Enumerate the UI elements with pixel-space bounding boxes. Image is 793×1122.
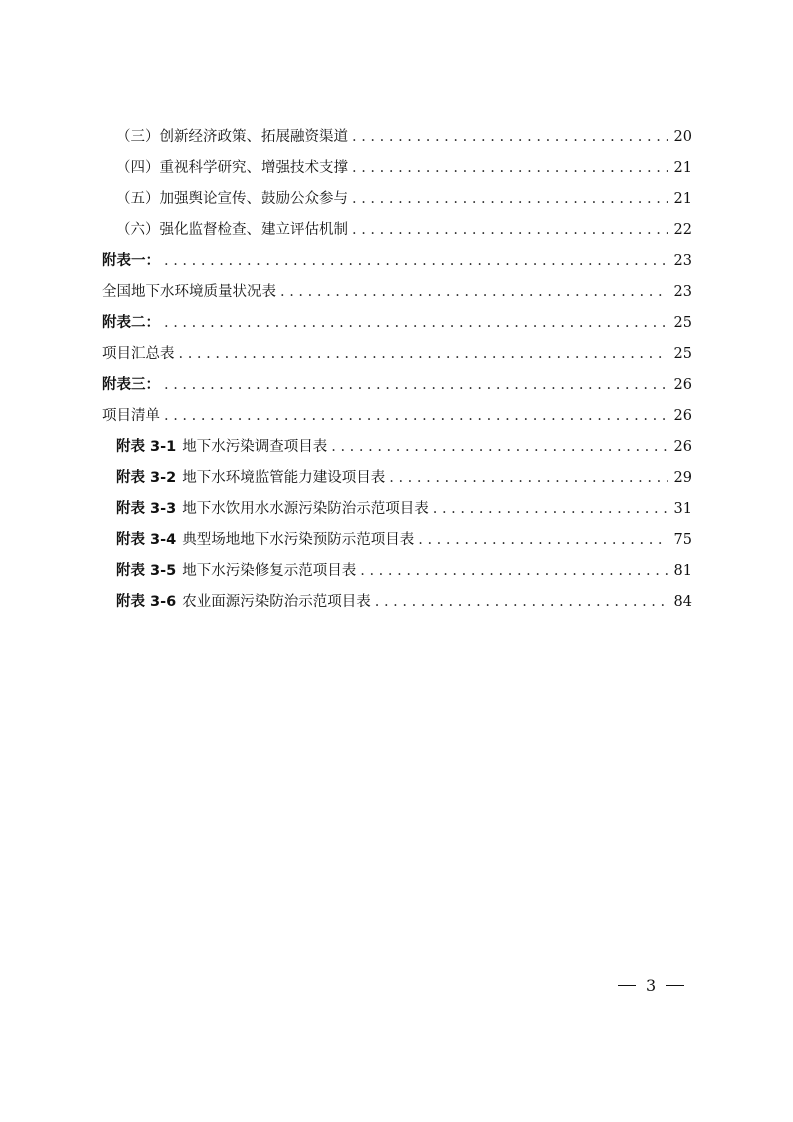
- toc-dot-leader: [352, 184, 668, 215]
- toc-dot-leader: [164, 308, 668, 339]
- toc-page-number: 22: [673, 222, 692, 238]
- toc-entry-appendix[interactable]: [102, 308, 692, 339]
- toc-entry-appendix[interactable]: [102, 370, 692, 401]
- toc-page-number: 21: [673, 160, 692, 176]
- toc-page-number: 25: [673, 315, 692, 331]
- toc-entry-prefix: 附表 3-1: [116, 439, 177, 455]
- footer-dash-right: [666, 985, 684, 986]
- toc-page-number: 23: [673, 284, 692, 300]
- toc-page-number: 26: [673, 377, 692, 393]
- toc-dot-leader: [164, 246, 668, 277]
- toc-page-number: 26: [673, 439, 692, 455]
- toc-entry-sub-appendix[interactable]: [102, 494, 692, 525]
- toc-dot-leader: [164, 370, 668, 401]
- toc-entry-label: 地下水污染修复示范项目表: [182, 563, 357, 579]
- toc-dot-leader: [418, 525, 668, 556]
- toc-page-number: 75: [673, 532, 692, 548]
- toc-page-number: 29: [673, 470, 692, 486]
- toc-entry-label: 附表二：: [102, 315, 160, 331]
- toc-entry-prefix: 附表 3-2: [116, 470, 177, 486]
- toc-entry-label: （三）创新经济政策、拓展融资渠道: [116, 129, 348, 145]
- toc-entry[interactable]: [102, 122, 692, 153]
- toc-entry-label: （五）加强舆论宣传、鼓励公众参与: [116, 191, 348, 207]
- toc-entry-label: 地下水污染调查项目表: [182, 439, 328, 455]
- toc-entry-sub-appendix[interactable]: [102, 432, 692, 463]
- toc-entry[interactable]: [102, 184, 692, 215]
- toc-page-number: 26: [673, 408, 692, 424]
- toc-page-number: 23: [673, 253, 692, 269]
- toc-entry-prefix: 附表 3-4: [116, 532, 177, 548]
- toc-page-number: 84: [673, 594, 692, 610]
- toc-dot-leader: [164, 401, 668, 432]
- toc-dot-leader: [352, 215, 668, 246]
- toc-dot-leader: [179, 339, 669, 370]
- toc-entry-label: （六）强化监督检查、建立评估机制: [116, 222, 348, 238]
- toc-entry-label: （四）重视科学研究、增强技术支撑: [116, 160, 348, 176]
- toc-dot-leader: [433, 494, 668, 525]
- toc-dot-leader: [352, 153, 668, 184]
- toc-entry-sub-appendix[interactable]: [102, 556, 692, 587]
- toc-entry-label: 农业面源污染防治示范项目表: [182, 594, 371, 610]
- toc-page-number: 21: [673, 191, 692, 207]
- page-footer: [618, 976, 684, 995]
- toc-entry-label: 项目清单: [102, 408, 160, 424]
- toc-entry-sub-appendix[interactable]: [102, 463, 692, 494]
- toc-entry-prefix: 附表 3-6: [116, 594, 177, 610]
- toc-dot-leader: [360, 556, 668, 587]
- toc-entry[interactable]: [102, 215, 692, 246]
- toc-entry-prefix: 附表 3-3: [116, 501, 177, 517]
- toc-page-number: 25: [673, 346, 692, 362]
- toc-entry-label: 典型场地地下水污染预防示范项目表: [182, 532, 415, 548]
- toc-entry-sub-appendix[interactable]: [102, 525, 692, 556]
- toc-entry[interactable]: [102, 277, 692, 308]
- toc-entry-label: 地下水饮用水水源污染防治示范项目表: [182, 501, 429, 517]
- toc-dot-leader: [389, 463, 668, 494]
- toc-entry-label: 附表一：: [102, 253, 160, 269]
- page-number: 3: [646, 976, 657, 995]
- toc-page-number: 20: [673, 129, 692, 145]
- toc-page-number: 81: [673, 563, 692, 579]
- toc-entry-label: 全国地下水环境质量状况表: [102, 284, 276, 300]
- toc-page-number: 31: [673, 501, 692, 517]
- toc-entry-label: 附表三：: [102, 377, 160, 393]
- toc-entry[interactable]: [102, 339, 692, 370]
- toc-entry-sub-appendix[interactable]: [102, 587, 692, 618]
- toc-entry-label: 项目汇总表: [102, 346, 175, 362]
- toc-dot-leader: [331, 432, 668, 463]
- toc-dot-leader: [280, 277, 668, 308]
- toc-entry[interactable]: [102, 153, 692, 184]
- toc-entry-prefix: 附表 3-5: [116, 563, 177, 579]
- toc-entry-label: 地下水环境监管能力建设项目表: [182, 470, 386, 486]
- toc-dot-leader: [375, 587, 668, 618]
- toc-entry-appendix[interactable]: [102, 246, 692, 277]
- toc-dot-leader: [352, 122, 668, 153]
- table-of-contents: [102, 122, 692, 618]
- toc-entry[interactable]: [102, 401, 692, 432]
- footer-dash-left: [618, 985, 636, 986]
